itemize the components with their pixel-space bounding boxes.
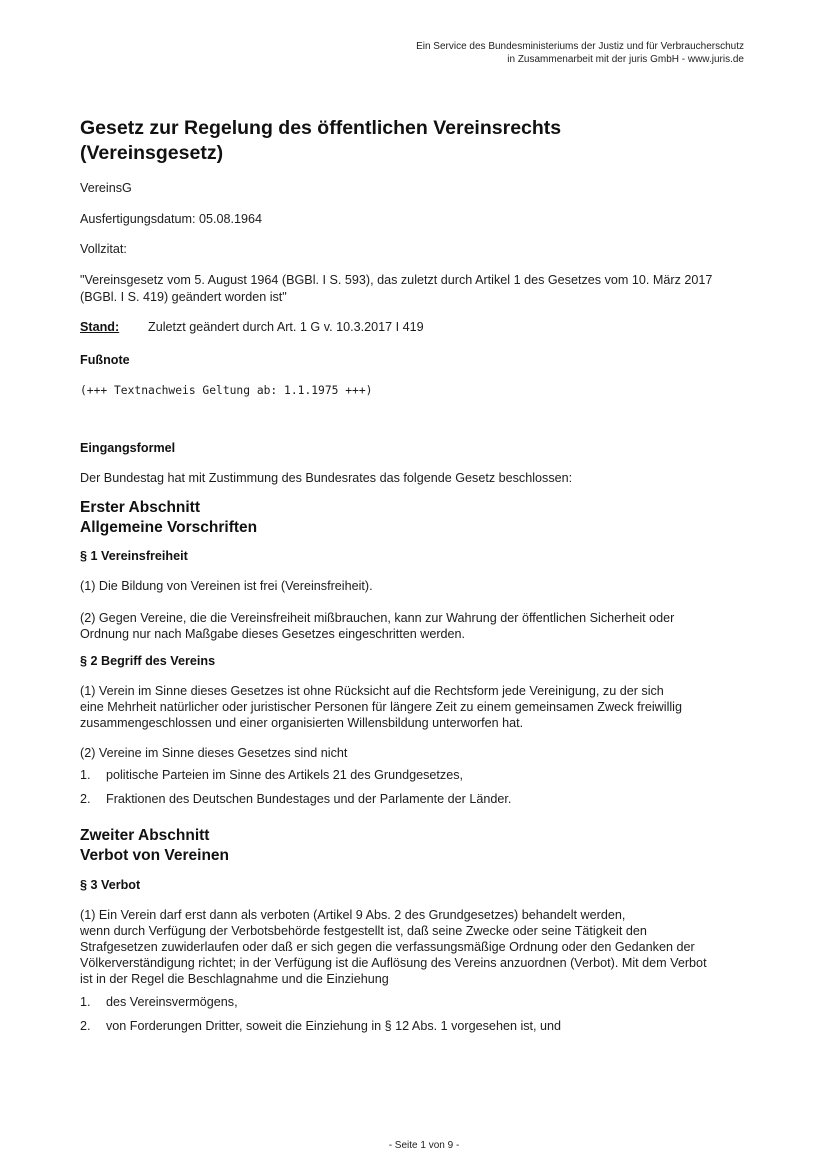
- paragraph-2-abs-1-line-1: (1) Verein im Sinne dieses Gesetzes ist ohne Rücksicht auf die Rechtsform jede Vereinigung, zu der sich: [80, 684, 664, 698]
- paragraph-1-abs-1: (1) Die Bildung von Vereinen ist frei (Vereinsfreiheit).: [80, 579, 373, 593]
- vollzitat-label: Vollzitat:: [80, 242, 127, 256]
- paragraph-3-abs-1: [80, 907, 780, 987]
- paragraph-3-line: ist in der Regel die Beschlagnahme und die Einziehung: [80, 972, 389, 986]
- list-item-number: 2.: [80, 1019, 91, 1033]
- eingangsformel-text: Der Bundestag hat mit Zustimmung des Bundesrates das folgende Gesetz beschlossen:: [80, 471, 573, 485]
- page-footer: [0, 1140, 828, 1151]
- section-1-line-1: Erster Abschnitt: [80, 499, 201, 516]
- paragraph-1-heading: § 1 Vereinsfreiheit: [80, 549, 188, 563]
- section-1-heading: [80, 498, 257, 538]
- list-item-number: 2.: [80, 792, 91, 806]
- service-line-1: Ein Service des Bundesministeriums der Justiz und für Verbraucherschutz: [416, 41, 744, 52]
- paragraph-3-heading: § 3 Verbot: [80, 878, 141, 892]
- stand-label: Stand:: [80, 320, 120, 334]
- stand-text: Zuletzt geändert durch Art. 1 G v. 10.3.2017 I 419: [148, 320, 424, 334]
- paragraph-3-line: wenn durch Verfügung der Verbotsbehörde festgestellt ist, daß seine Zwecke oder seine Tätigkeit den: [80, 924, 647, 938]
- paragraph-2-abs-2: (2) Vereine im Sinne dieses Gesetzes sind nicht: [80, 746, 348, 760]
- paragraph-2-heading: § 2 Begriff des Vereins: [80, 654, 216, 668]
- section-2-line-2: Verbot von Vereinen: [80, 847, 230, 864]
- paragraph-2-abs-1-line-3: zusammengeschlossen und einer organisierten Willensbildung unterworfen hat.: [80, 716, 524, 730]
- service-line-2: in Zusammenarbeit mit der juris GmbH - www.juris.de: [507, 54, 744, 65]
- vollzitat-line-1: "Vereinsgesetz vom 5. August 1964 (BGBl. I S. 593), das zuletzt durch Artikel 1 des Gesetzes vom 10. März 2017: [80, 273, 713, 287]
- section-1-line-2: Allgemeine Vorschriften: [80, 519, 258, 536]
- paragraph-1-abs-2-line-1: (2) Gegen Vereine, die die Vereinsfreiheit mißbrauchen, kann zur Wahrung der öffentlichen Sicherheit oder: [80, 611, 675, 625]
- fussnote-heading: Fußnote: [80, 353, 130, 367]
- list-item-text: Fraktionen des Deutschen Bundestages und der Parlamente der Länder.: [106, 792, 512, 806]
- vollzitat-line-2: (BGBl. I S. 419) geändert worden ist": [80, 290, 287, 304]
- paragraph-3-line: (1) Ein Verein darf erst dann als verboten (Artikel 9 Abs. 2 des Grundgesetzes) behandelt werden,: [80, 908, 626, 922]
- document-title: [80, 116, 760, 166]
- list-item-number: 1.: [80, 995, 91, 1009]
- section-2-line-1: Zweiter Abschnitt: [80, 827, 210, 844]
- list-item-text: politische Parteien im Sinne des Artikels 21 des Grundgesetzes,: [106, 768, 464, 782]
- service-header: [416, 40, 744, 66]
- list-item-text: von Forderungen Dritter, soweit die Einziehung in § 12 Abs. 1 vorgesehen ist, und: [106, 1019, 562, 1033]
- section-2-heading: [80, 826, 229, 866]
- eingangsformel-heading: Eingangsformel: [80, 441, 176, 455]
- abbreviation: VereinsG: [80, 181, 132, 195]
- title-line-2: (Vereinsgesetz): [80, 142, 224, 164]
- paragraph-3-line: Völkerverständigung richtet; in der Verfügung ist die Auflösung des Vereins anzuordnen (Verbot). Mit dem Verbot: [80, 956, 707, 970]
- fussnote-text: (+++ Textnachweis Geltung ab: 1.1.1975 +++): [80, 384, 373, 397]
- paragraph-1-abs-2-line-2: Ordnung nur nach Maßgabe dieses Gesetzes eingeschritten werden.: [80, 627, 466, 641]
- list-item-number: 1.: [80, 768, 91, 782]
- list-item-text: des Vereinsvermögens,: [106, 995, 238, 1009]
- ausfertigungsdatum: Ausfertigungsdatum: 05.08.1964: [80, 212, 263, 226]
- page-number: - Seite 1 von 9 -: [388, 1140, 460, 1151]
- paragraph-2-abs-1-line-2: eine Mehrheit natürlicher oder juristischer Personen für längere Zeit zu einem gemeinsamen Zweck freiwillig: [80, 700, 682, 714]
- paragraph-3-line: Strafgesetzen zuwiderlaufen oder daß er sich gegen die verfassungsmäßige Ordnung oder den Gedanken der: [80, 940, 695, 954]
- title-line-1: Gesetz zur Regelung des öffentlichen Vereinsrechts: [80, 117, 562, 139]
